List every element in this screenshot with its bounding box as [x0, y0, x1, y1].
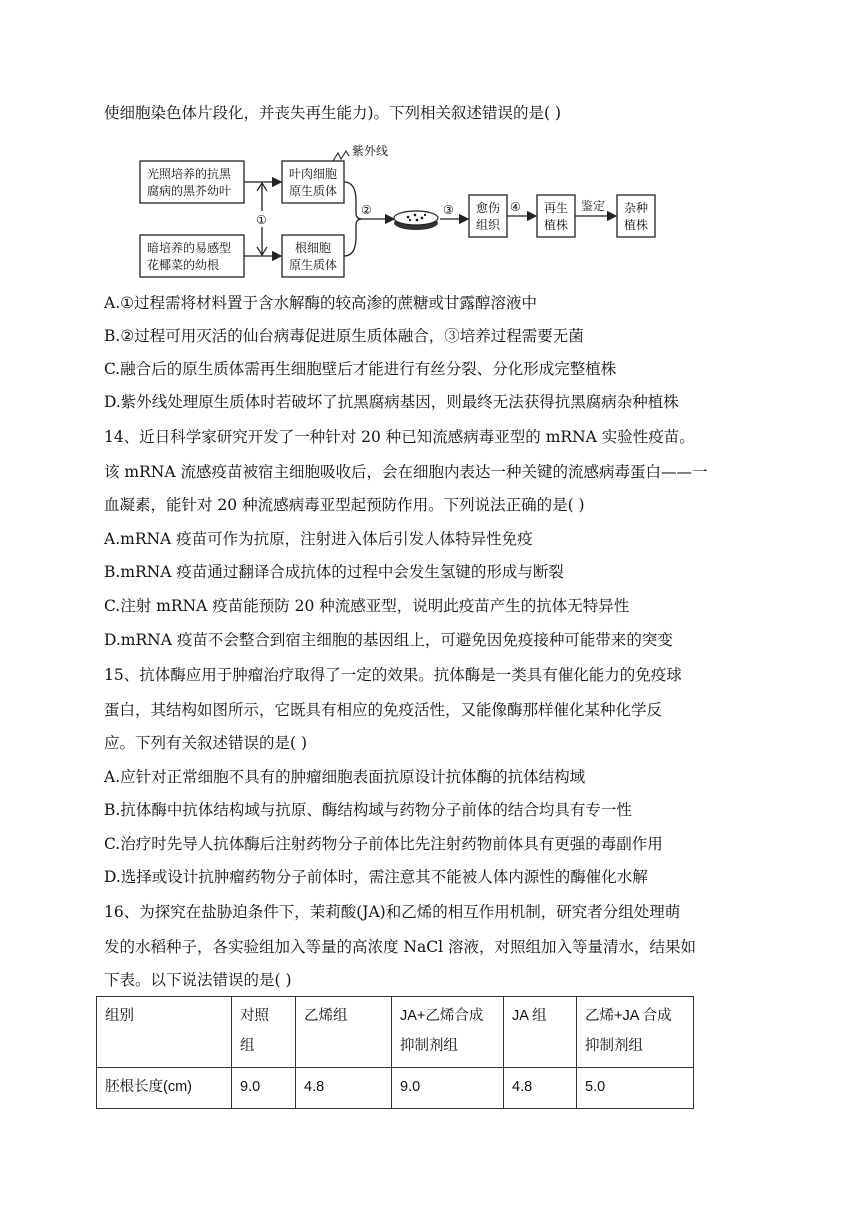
value-control: 9.0 [232, 1068, 296, 1109]
q15-option-d: D.选择或设计抗肿瘤药物分子前体时，需注意其不能被人体内源性的酶催化水解 [104, 868, 648, 886]
question-stem-tail: 使细胞染色体片段化，并丧失再生能力)。下列相关叙述错误的是( ) [104, 104, 562, 122]
q15-stem-2: 蛋白，其结构如图所示，它既具有相应的免疫活性，又能像酶那样催化某种化学反 [104, 701, 663, 719]
value-ja: 4.8 [504, 1068, 577, 1109]
identify-label: 鉴定 [581, 199, 606, 213]
q14-option-b: B.mRNA 疫苗通过翻译合成抗体的过程中会发生氢键的形成与断裂 [104, 563, 564, 581]
q16-stem-1: 16、为探究在盐胁迫条件下，茉莉酸(JA)和乙烯的相互作用机制，研究者分组处理萌 [104, 903, 681, 921]
hybrid-label-1: 杂种 [624, 201, 649, 215]
mesophyll-label-1: 叶肉细胞 [289, 167, 338, 181]
source-leaf-label-1: 光照培养的抗黑 [147, 167, 232, 181]
results-table [96, 996, 694, 1109]
uv-label: 紫外线 [352, 144, 389, 158]
q13-option-c: C.融合后的原生质体需再生细胞壁后才能进行有丝分裂、分化形成完整植株 [104, 360, 617, 378]
q14-option-c: C.注射 mRNA 疫苗能预防 20 种流感亚型，说明此疫苗产生的抗体无特异性 [104, 597, 630, 615]
uv-zigzag-icon [333, 151, 349, 161]
value-ja-ethylene-inhibitor: 9.0 [392, 1068, 504, 1109]
q15-stem-1: 15、抗体酶应用于肿瘤治疗取得了一定的效果。抗体酶是一类具有催化能力的免疫球 [104, 666, 682, 684]
q15-stem-3: 应。下列有关叙述错误的是( ) [104, 734, 308, 752]
value-ethylene-ja-inhibitor: 5.0 [577, 1068, 694, 1109]
q15-option-b: B.抗体酶中抗体结构域与抗原、酶结构域与药物分子前体的结合均具有专一性 [104, 801, 632, 819]
mesophyll-label-2: 原生质体 [289, 184, 338, 198]
step-3-label: ③ [443, 203, 454, 217]
source-leaf-label-2: 腐病的黑芥幼叶 [147, 184, 232, 198]
petri-dish-icon [394, 211, 438, 230]
step-1-label: ① [256, 213, 267, 227]
q13-option-d: D.紫外线处理原生质体时若破坏了抗黑腐病基因，则最终无法获得抗黑腐病杂种植株 [104, 393, 679, 411]
q14-option-d: D.mRNA 疫苗不会整合到宿主细胞的基因组上，可避免因免疫接种可能带来的突变 [104, 631, 673, 649]
q14-stem-2: 该 mRNA 流感疫苗被宿主细胞吸收后，会在细胞内表达一种关键的流感病毒蛋白——一 [104, 463, 708, 481]
source-root-label-1: 暗培养的易感型 [147, 241, 232, 255]
callus-label-1: 愈伤 [476, 201, 501, 215]
row-label: 胚根长度(cm) [97, 1068, 232, 1109]
table-header-row [97, 997, 694, 1068]
q15-option-c: C.治疗时先导人抗体酶后注射药物分子前体比先注射药物前体具有更强的毒副作用 [104, 835, 663, 853]
header-ethylene: 乙烯组 [296, 997, 392, 1068]
hybrid-label-2: 植株 [624, 218, 649, 232]
protoplast-fusion-diagram [138, 143, 668, 283]
q16-stem-2: 发的水稻种子，各实验组加入等量的高浓度 NaCl 溶液，对照组加入等量清水，结果如 [104, 938, 696, 956]
step-2-label: ② [361, 203, 372, 217]
q15-option-a: A.应针对正常细胞不具有的肿瘤细胞表面抗原设计抗体酶的抗体结构域 [104, 768, 586, 786]
value-ethylene: 4.8 [296, 1068, 392, 1109]
header-ethylene-ja-inhibitor: 乙烯+JA 合成 抑制剂组 [577, 997, 694, 1068]
q13-option-b: B.②过程可用灭活的仙台病毒促进原生质体融合，③培养过程需要无菌 [104, 327, 584, 345]
q16-stem-3: 下表。以下说法错误的是( ) [104, 971, 292, 989]
root-protoplast-label-2: 原生质体 [289, 258, 338, 272]
q14-stem-1: 14、近日科学家研究开发了一种针对 20 种已知流感病毒亚型的 mRNA 实验性疫苗。 [104, 428, 695, 446]
header-control: 对照 组 [232, 997, 296, 1068]
q14-stem-3: 血凝素，能针对 20 种流感病毒亚型起预防作用。下列说法正确的是( ) [104, 496, 585, 514]
regen-label-2: 植株 [544, 218, 569, 232]
regen-label-1: 再生 [544, 201, 569, 215]
callus-label-2: 组织 [476, 218, 501, 232]
header-ja-ethylene-inhibitor: JA+乙烯合成 抑制剂组 [392, 997, 504, 1068]
q14-option-a: A.mRNA 疫苗可作为抗原，注射进入体后引发人体特异性免疫 [104, 530, 533, 548]
step-4-label: ④ [510, 200, 521, 214]
header-group: 组别 [97, 997, 232, 1068]
root-protoplast-label-1: 根细胞 [295, 241, 332, 255]
source-root-label-2: 花椰菜的幼根 [147, 258, 220, 272]
header-ja: JA 组 [504, 997, 577, 1068]
table-row [97, 1068, 694, 1109]
q13-option-a: A.①过程需将材料置于含水解酶的较高渗的蔗糖或甘露醇溶液中 [104, 294, 538, 312]
